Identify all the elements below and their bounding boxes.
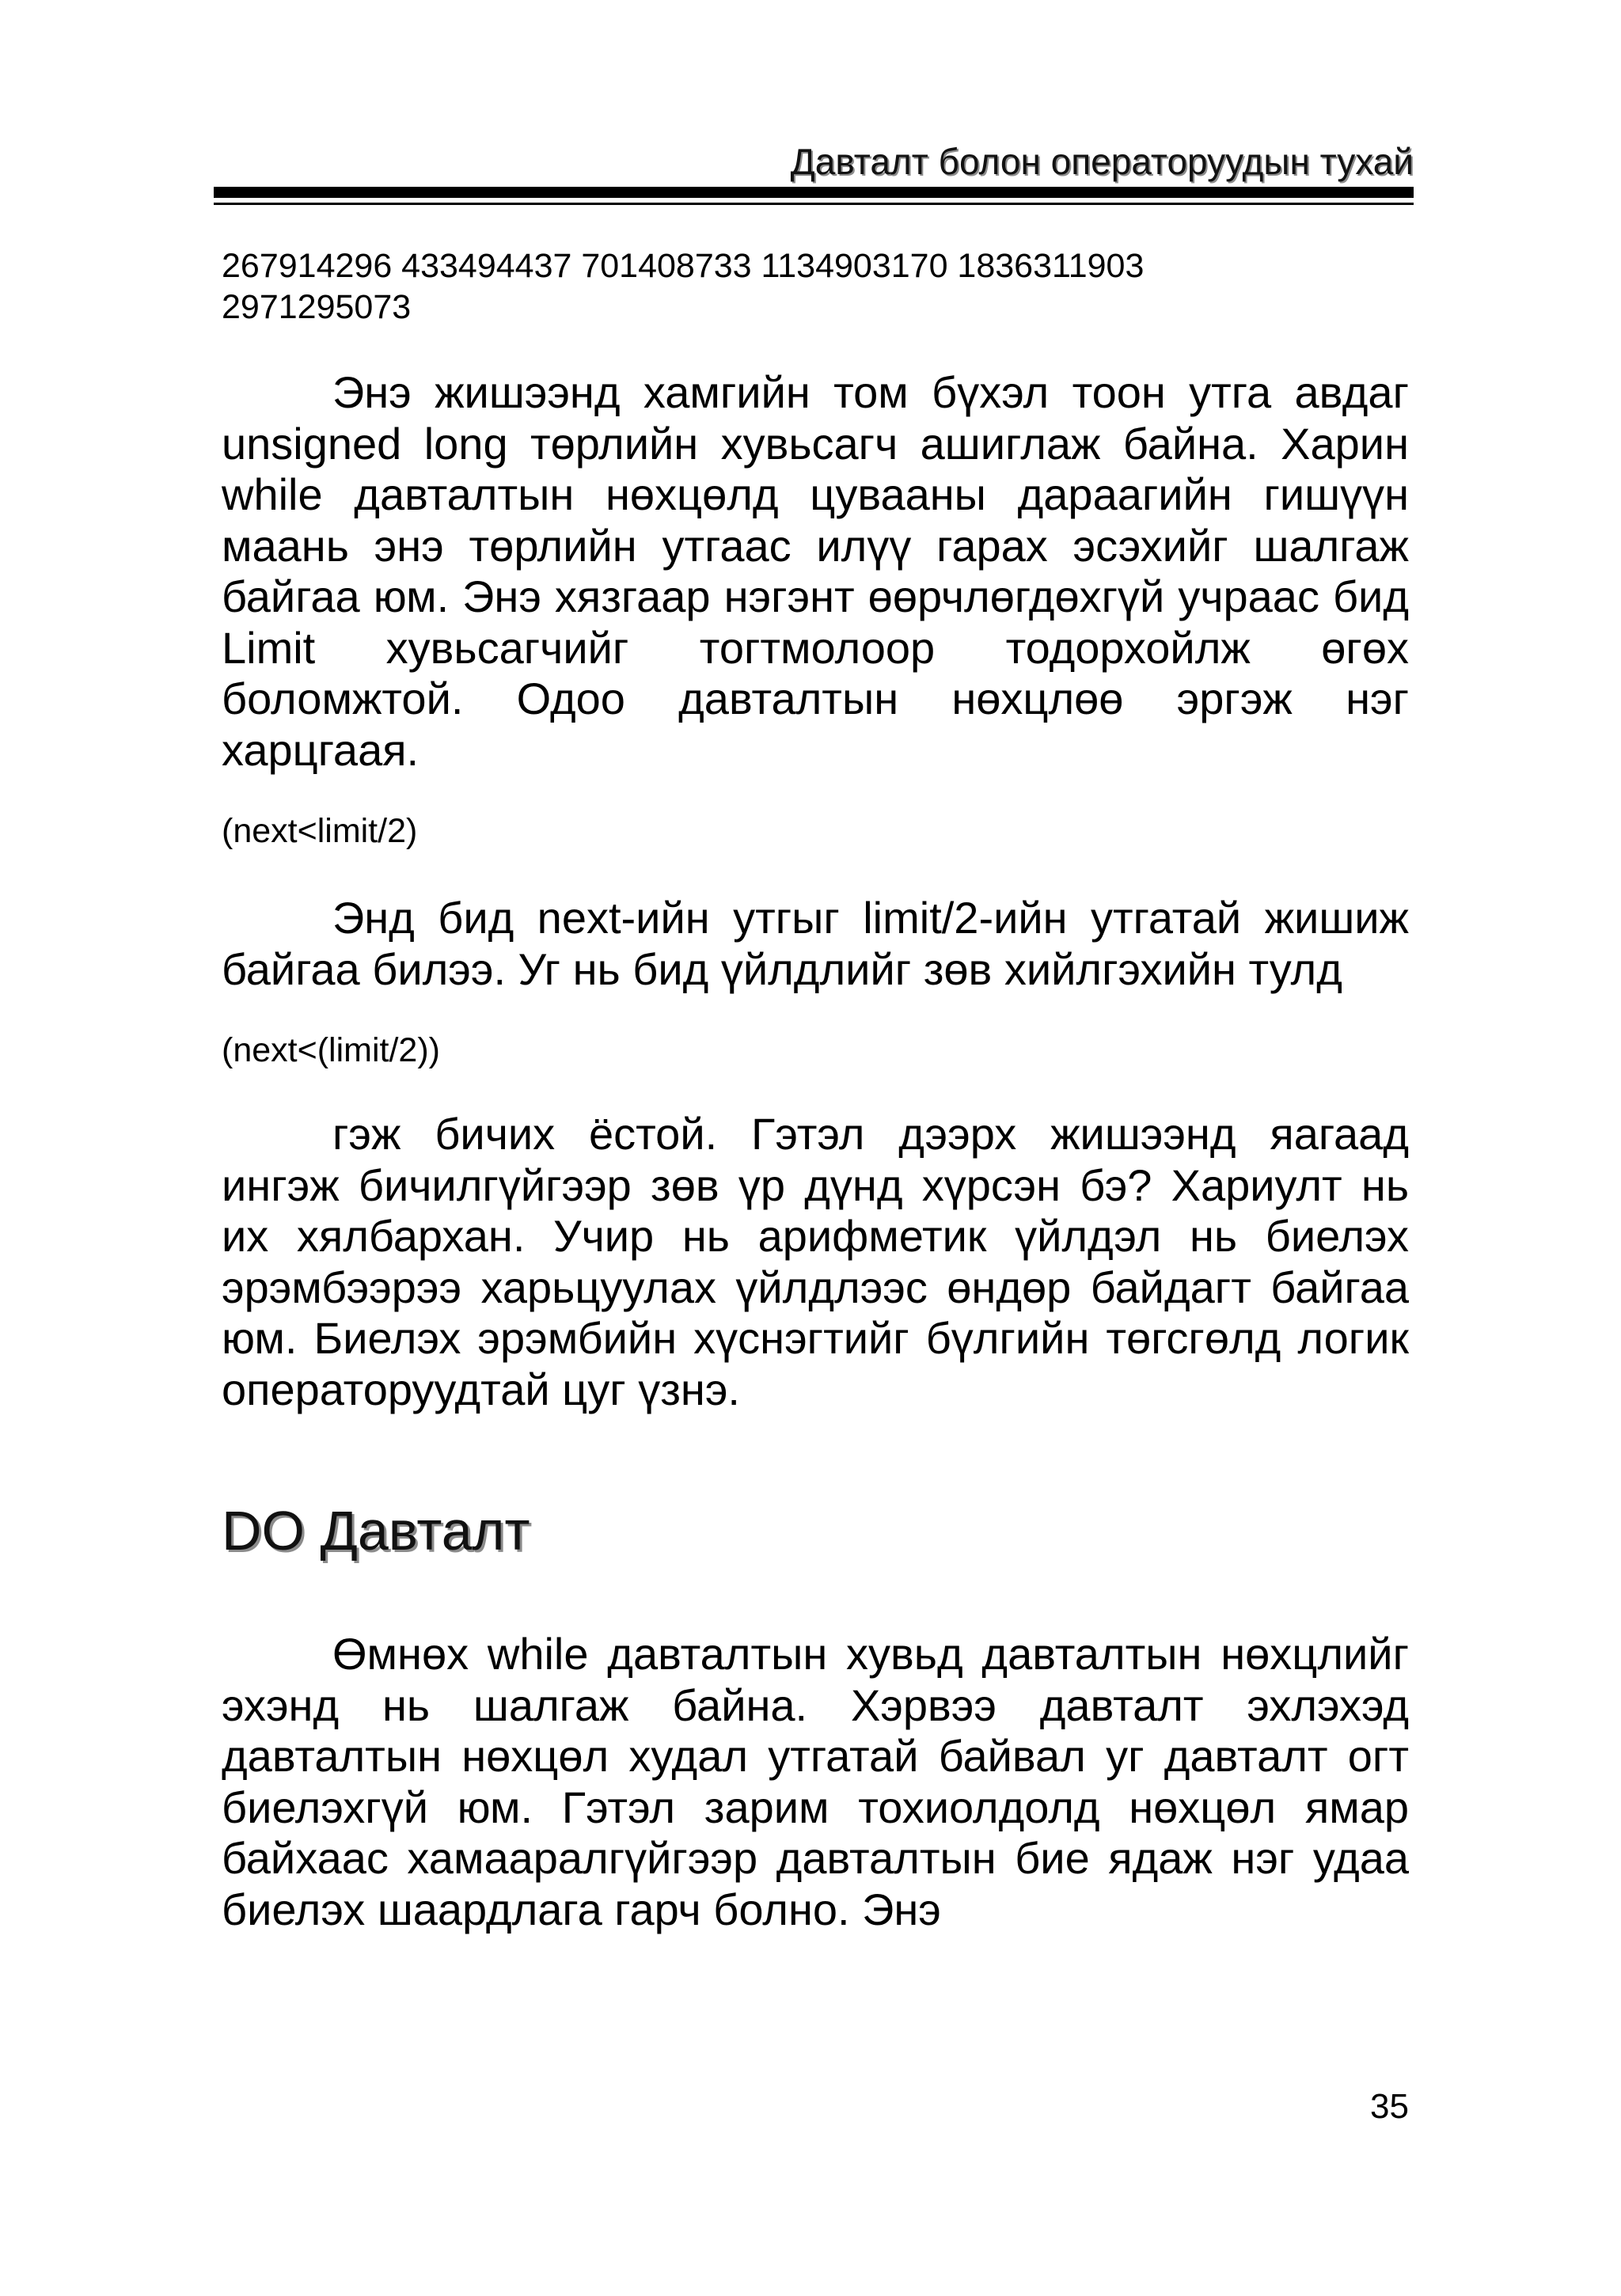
header-rule-thick	[214, 187, 1414, 198]
spacer	[222, 1415, 1409, 1497]
code-condition-2: (next<(limit/2))	[222, 1031, 440, 1069]
paragraph-unsigned-long: Энэ жишээнд хамгийн том бүхэл тоон утга авдаг unsigned long төрлийн хувьсагч ашиглаж байна. Харин while давталтын нөхцөлд цувааны дараагийн гишүүн маань энэ төрлийн утгаас илүү гарах эсэхийг шалгаж байгаа юм. Энэ хязгаар нэгэнт өөрчлөгдөхгүй учраас бид Limit хувьсагчийг тогтмолоор тодорхойлж өгөх боломжтой. Одоо давталтын нөхцлөө эргэж нэг харцгаая.	[222, 367, 1409, 775]
spacer	[222, 1072, 1409, 1109]
paragraph-next-limit: Энд бид next-ийн утгыг limit/2-ийн утгатай жишиж байгаа билээ. Уг нь бид үйлдлийг зөв хийлгэхийн тулд	[222, 893, 1409, 994]
section-heading: DO Давталт	[222, 1500, 530, 1562]
spacer	[222, 1564, 1409, 1629]
paragraph-do-loop: Өмнөх while давталтын хувьд давталтын нөхцлийг эхэнд нь шалгаж байна. Хэрвээ давталт эхлэхэд давталтын нөхцөл худал утгатай байвал уг давталт огт биелэхгүй юм. Гэтэл зарим тохиолдолд нөхцөл ямар байхаас хамааралгүйгээр давталтын бие ядаж нэг удаа биелэх шаардлага гарч болно. Энэ	[222, 1629, 1409, 1934]
page-number: 35	[1370, 2087, 1409, 2126]
code-condition-1: (next<limit/2)	[222, 812, 418, 850]
paragraph-operator-precedence: гэж бичих ёстой. Гэтэл дээрх жишээнд яагаад ингэж бичилгүйгээр зөв үр дүнд хүрсэн бэ? Хариулт нь их хялбархан. Учир нь арифметик үйлдэл нь биелэх эрэмбээрээ харьцуулах үйлдлээс өндөр байдагт байгаа юм. Биелэх эрэмбийн хүснэгтийг бүлгийн төгсгөлд логик операторуудтай цуг үзнэ.	[222, 1109, 1409, 1414]
header-rule-thin	[214, 203, 1414, 205]
fibonacci-output-line-2: 2971295073	[222, 288, 412, 326]
fibonacci-output-line-1: 267914296 433494437 701408733 1134903170 1836311903	[222, 247, 1145, 285]
spacer	[222, 995, 1409, 1028]
spacer	[222, 328, 1409, 367]
running-title: Давталт болон операторуудын тухай	[790, 141, 1414, 182]
page-header	[214, 139, 1414, 211]
spacer	[222, 776, 1409, 809]
page-body	[222, 245, 1409, 1935]
spacer	[222, 853, 1409, 893]
